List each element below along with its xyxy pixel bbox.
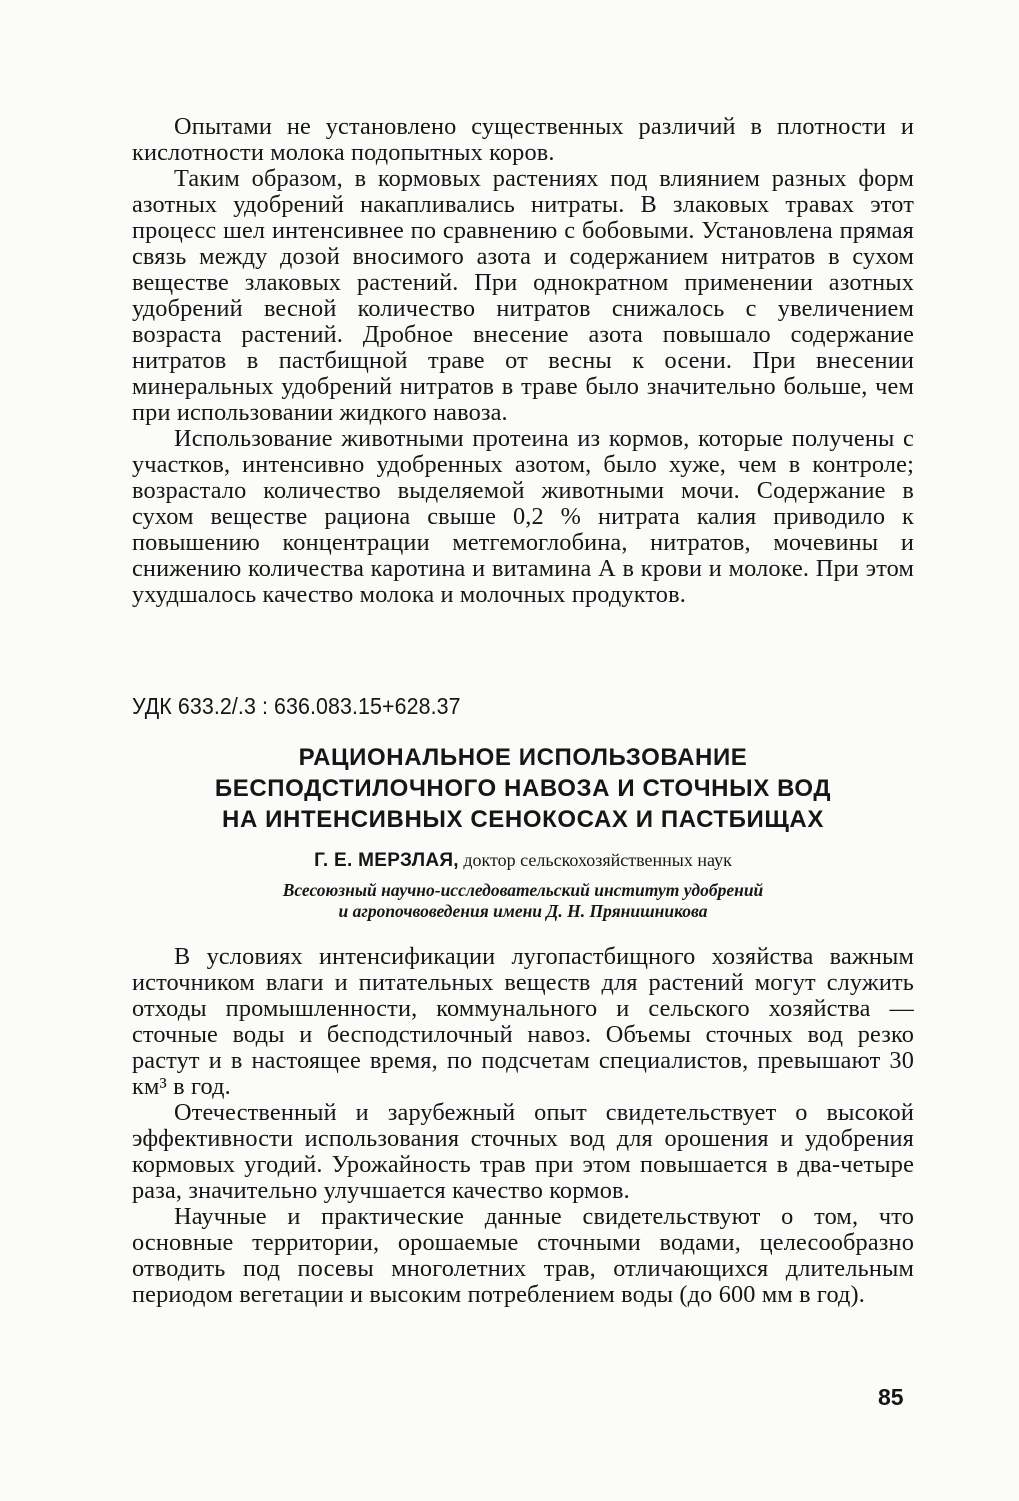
paragraph: Отечественный и зарубежный опыт свидетельствует о высокой эффективности использования сточных вод для орошения и удобрения кормовых угодий. Урожайность трав при этом повышается в два-четыре раза, значительно улучшается качество кормов.	[132, 1099, 914, 1204]
title-line: БЕСПОДСТИЛОЧНОГО НАВОЗА И СТОЧНЫХ ВОД	[214, 775, 832, 802]
paragraph: Научные и практические данные свидетельствуют о том, что основные территории, орошаемые сточными водами, целесообразно отводить под посевы многолетних трав, отличающихся длительным периодом вегетации и высоким потреблением воды (до 600 мм в год).	[132, 1203, 914, 1308]
institution-line: и агропочвоведения имени Д. Н. Прянишникова	[338, 901, 708, 921]
article-title	[132, 742, 914, 835]
paragraph: Опытами не установлено существенных различий в плотности и кислотности молока подопытных коров.	[132, 113, 914, 166]
title-line: РАЦИОНАЛЬНОЕ ИСПОЛЬЗОВАНИЕ	[298, 744, 748, 771]
institution-line: Всесоюзный научно-исследовательский институт удобрений	[282, 880, 764, 900]
title-line: НА ИНТЕНСИВНЫХ СЕНОКОСАХ И ПАСТБИЩАХ	[222, 806, 824, 833]
udk-code: УДК 633.2/.3 : 636.083.15+628.37	[132, 693, 461, 719]
page-number: 85	[878, 1384, 904, 1410]
paragraph: Использование животными протеина из кормов, которые получены с участков, интенсивно удобренных азотом, было хуже, чем в контроле; возрастало количество выделяемой животными мочи. Содержание в сухом веществе рациона свыше 0,2 % нитрата калия приводило к повышению концентрации метгемоглобина, нитратов, мочевины и снижению количества каротина и витамина А в крови и молоке. При этом ухудшалось качество молока и молочных продуктов.	[132, 425, 914, 608]
paragraph: Таким образом, в кормовых растениях под влиянием разных форм азотных удобрений накапливались нитраты. В злаковых травах этот процесс шел интенсивнее по сравнению с бобовыми. Установлена прямая связь между дозой вносимого азота и содержанием нитратов в сухом веществе злаковых растений. При однократном применении азотных удобрений весной количество нитратов снижалось с увеличением возраста растений. Дробное внесение азота повышало содержание нитратов в пастбищной траве от весны к осени. При внесении минеральных удобрений нитратов в траве было значительно больше, чем при использовании жидкого навоза.	[132, 165, 914, 426]
article-body	[132, 944, 914, 1308]
top-text-block	[132, 114, 914, 608]
author-name: Г. Е. МЕРЗЛАЯ,	[314, 850, 459, 871]
author-degree: доктор сельскохозяйственных наук	[463, 850, 732, 870]
institution	[132, 880, 914, 922]
author-line	[132, 848, 914, 873]
paragraph: В условиях интенсификации лугопастбищного хозяйства важным источником влаги и питательных веществ для растений могут служить отходы промышленности, коммунального и сельского хозяйства — сточные воды и бесподстилочный навоз. Объемы сточных вод резко растут и в настоящее время, по подсчетам специалистов, превышают 30 км³ в год.	[132, 943, 914, 1100]
